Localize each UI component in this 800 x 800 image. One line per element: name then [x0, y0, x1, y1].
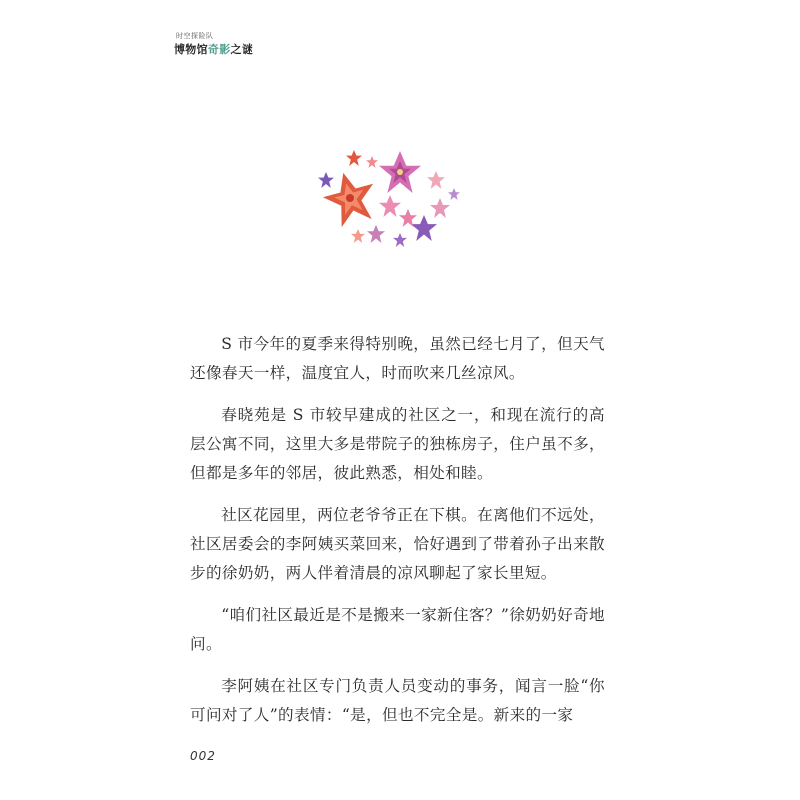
- series-name: 时空探险队: [176, 32, 214, 40]
- book-title: [174, 41, 253, 57]
- book-title-part: 博物馆: [174, 43, 208, 56]
- chapter-body: [190, 330, 605, 743]
- book-title-part: 之谜: [230, 43, 254, 56]
- flower-cluster-icon: [312, 140, 464, 260]
- page-number: 002: [190, 749, 216, 763]
- paragraph: 李阿姨在社区专门负责人员变动的事务，闻言一脸“你可问对了人”的表情：“是，但也不完全是。新来的一家: [190, 677, 605, 724]
- paragraph: S 市今年的夏季来得特别晚，虽然已经七月了，但天气还像春天一样，温度宜人，时而吹来几丝凉风。: [190, 335, 605, 382]
- book-title-highlight: 奇影: [207, 43, 231, 56]
- paragraph: “咱们社区最近是不是搬来一家新住客？”徐奶奶好奇地问。: [190, 606, 605, 653]
- paragraph: 社区花园里，两位老爷爷正在下棋。在离他们不远处，社区居委会的李阿姨买菜回来，恰好遇到了带着孙子出来散步的徐奶奶，两人伴着清晨的凉风聊起了家长里短。: [190, 506, 605, 582]
- paragraph: 春晓苑是 S 市较早建成的社区之一，和现在流行的高层公寓不同，这里大多是带院子的独栋房子，住户虽不多，但都是多年的邻居，彼此熟悉，相处和睦。: [190, 406, 605, 482]
